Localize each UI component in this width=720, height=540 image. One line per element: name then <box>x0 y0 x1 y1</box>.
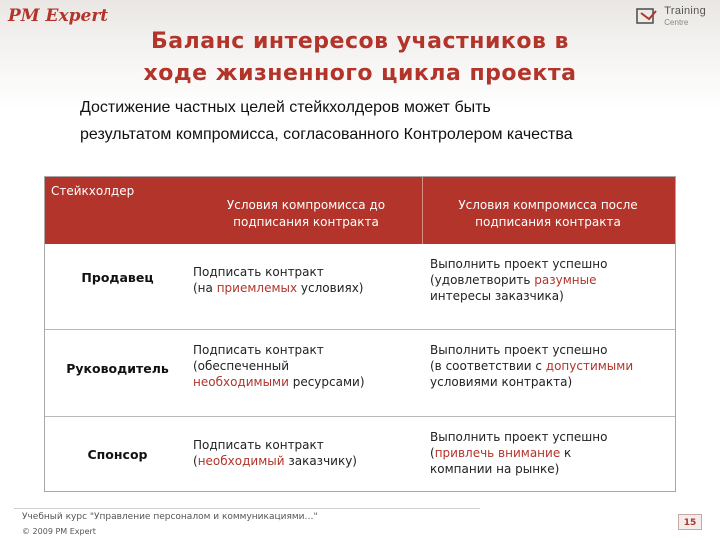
cell-line <box>193 280 415 296</box>
header-before-contract <box>193 197 419 231</box>
table-row <box>45 244 675 330</box>
header-before-line2: подписания контракта <box>233 215 379 229</box>
page-title-line1: Баланс интересов участников в <box>151 29 569 54</box>
text-span: (в соответствии с <box>430 359 546 373</box>
centre-label: Centre <box>664 18 689 27</box>
header-after-line2: подписания контракта <box>475 215 621 229</box>
highlight-text: допустимыми <box>545 359 634 373</box>
text-span: к <box>560 446 572 460</box>
course-name: Учебный курс "Управление персоналом и коммуникациями…" <box>22 512 318 522</box>
header-after-contract <box>425 197 671 231</box>
cell-line: Подписать контракт <box>193 265 324 279</box>
footer-divider <box>14 508 480 509</box>
training-centre-logo-icon <box>636 7 658 27</box>
cell-line <box>193 453 415 469</box>
cell-after <box>430 256 670 304</box>
table-header <box>45 177 675 244</box>
cell-line: Выполнить проект успешно <box>430 257 608 271</box>
cell-before <box>193 437 415 469</box>
header-before-line1: Условия компромисса до <box>226 198 386 212</box>
highlight-text: необходимый <box>197 454 285 468</box>
subtitle <box>80 94 680 148</box>
text-span: условиях) <box>297 281 364 295</box>
cell-line: компании на рынке) <box>430 462 560 476</box>
training-label: Training <box>664 5 706 17</box>
highlight-text: необходимыми <box>193 375 289 389</box>
training-centre-logo <box>636 6 706 28</box>
text-span: (на <box>193 281 217 295</box>
pm-expert-logo: PM Expert <box>8 6 109 26</box>
header-after-line1: Условия компромисса после <box>458 198 638 212</box>
cell-line <box>193 374 415 390</box>
table-row <box>45 330 675 417</box>
cell-line: интересы заказчика) <box>430 289 564 303</box>
cell-before <box>193 342 415 390</box>
cell-line: Выполнить проект успешно <box>430 430 608 444</box>
cell-after <box>430 429 670 477</box>
page-title-line2: ходе жизненного цикла проекта <box>143 61 577 86</box>
cell-after <box>430 342 670 390</box>
text-span: заказчику) <box>284 454 357 468</box>
cell-line: Выполнить проект успешно <box>430 343 608 357</box>
header-stakeholder: Стейкхолдер <box>51 184 135 198</box>
text-span: ресурсами) <box>288 375 365 389</box>
cell-line: условиями контракта) <box>430 375 573 389</box>
role-manager: Руководитель <box>66 361 169 376</box>
cell-before <box>193 264 415 296</box>
cell-line: Подписать контракт <box>193 343 324 357</box>
text-span: (удовлетворить <box>430 273 535 287</box>
subtitle-line2: результатом компромисса, согласованного Контролером качества <box>80 126 573 143</box>
highlight-text: разумные <box>534 273 597 287</box>
copyright: © 2009 PM Expert <box>22 527 96 536</box>
text-span: ( <box>193 454 198 468</box>
cell-line <box>430 358 670 374</box>
header-divider <box>422 177 423 244</box>
text-span: ( <box>430 446 435 460</box>
highlight-text: приемлемых <box>216 281 298 295</box>
page-number: 15 <box>678 514 702 530</box>
role-seller: Продавец <box>81 270 154 285</box>
highlight-text: привлечь внимание <box>434 446 561 460</box>
cell-line: (обеспеченный <box>193 359 290 373</box>
role-sponsor: Спонсор <box>87 447 148 462</box>
cell-line: Подписать контракт <box>193 438 324 452</box>
cell-line <box>430 445 670 461</box>
compromise-table <box>44 176 676 492</box>
cell-line <box>430 272 670 288</box>
table-row <box>45 417 675 491</box>
subtitle-line1: Достижение частных целей стейкхолдеров может быть <box>80 99 491 116</box>
page-title <box>0 26 720 90</box>
